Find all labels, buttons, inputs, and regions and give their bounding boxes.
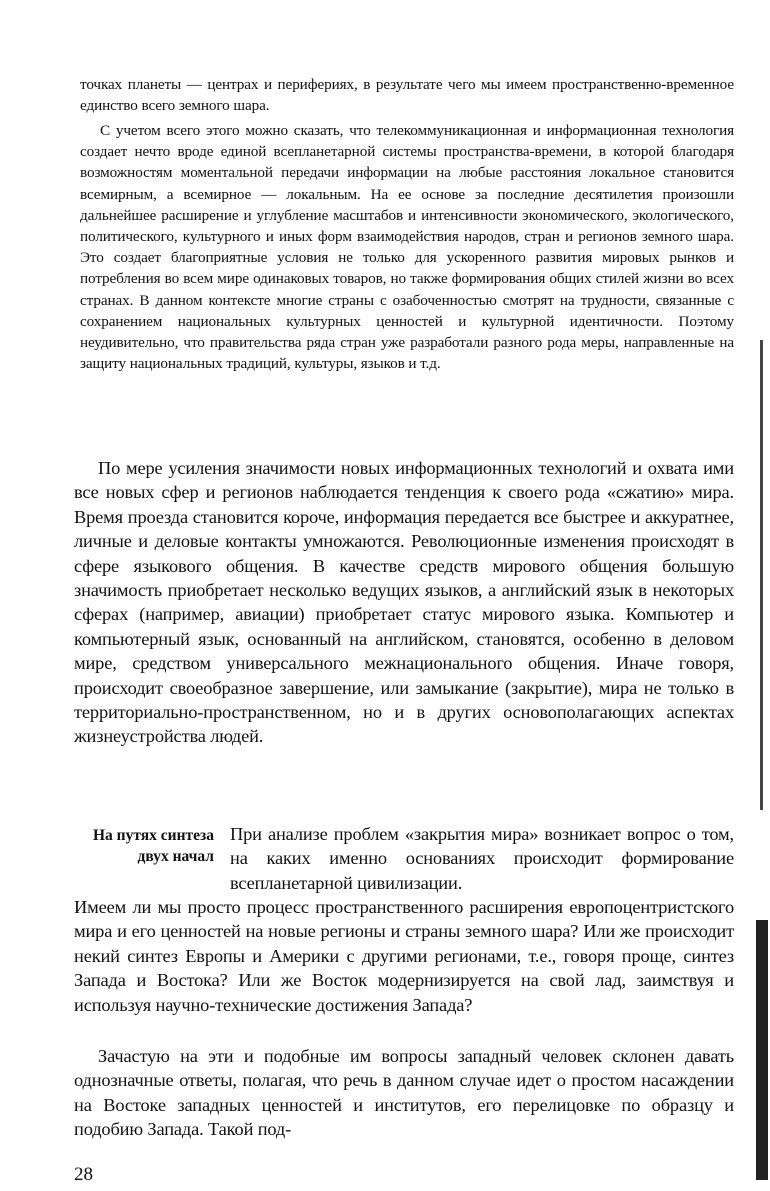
paragraph-synthesis-questions: Имеем ли мы просто процесс пространственного расширения европоцентристского мира и его ценностей на новые регионы и страны земного шара? Или же происходит некий синтез Европы и Америки с другими регионами, т.е., говоря проще, синтез Запада и Востока? Или же Восток модернизируется на свой лад, заимствуя и используя научно-технические достижения Запада? [74, 897, 734, 1015]
paragraph-world-compression: По мере усиления значимости новых информационных технологий и охвата ими все новых сфер и регионов наблюдается тенденция к своего рода «сжатию» мира. Время проезда становится короче, информация передается все быстрее и аккуратнее, личные и деловые контакты умножаются. Революционные изменения происходят в сфере языкового общения. В качестве средств мирового общения большую значимость приобретает несколько ведущих языков, а английский язык в некоторых сферах (например, авиации) приобретает статус мирового языка. Компьютер и компьютерный язык, основанный на английском, становятся, особенно в деловом мире, средством универсального межнационального общения. Иначе говоря, происходит своеобразное завершение, или замыкание (закрытие), мира не только в территориально-пространственном, но и в других основополагающих аспектах жизнеустройства людей. [74, 458, 734, 747]
paragraph-continuation: точках планеты — центрах и перифериях, в результате чего мы имеем пространственно-временное единство всего земного шара. [80, 76, 734, 115]
page-number: 28 [74, 1164, 93, 1185]
section-first-lines: При анализе проблем «закрытия мира» возникает вопрос о том, на каких именно основаниях происходит формирование всепланетарной цивилизации. [230, 824, 734, 893]
scan-edge-shadow [760, 340, 763, 810]
scan-edge-shadow-lower [756, 920, 768, 1180]
paragraph-telecommunication: С учетом всего этого можно сказать, что телекоммуникационная и информационная технология создает нечто вроде единой всепланетарной системы пространства-времени, в которой благодаря возможностям моментальной передачи информации на любые расстояния локальное становится всемирным, а всемирное — локальным. На ее основе за последние десятилетия произошли дальнейшее расширение и углубление масштабов и интенсивности экономического, экологического, политического, культурного и иных форм взаимодействия народов, стран и регионов земного шара. Это создает благоприятные условия не только для ускоренного развития мировых рынков и потребления во всем мире одинаковых товаров, но также формирования общих стилей жизни во всех странах. В данном контексте многие страны с озабоченностью смотрят на трудности, связанные с сохранением национальных культурных ценностей и культурной идентичности. Поэтому неудивительно, что правительства ряда стран уже разработали разного рода меры, направленные на защиту национальных традиций, культуры, языков и т.д. [80, 122, 734, 373]
section-heading: На путях синтеза двух начал [93, 827, 214, 865]
paragraph-western-view: Зачастую на эти и подобные им вопросы западный человек склонен давать однозначные ответы, полагая, что речь в данном случае идет о простом насаждении на Востоке западных ценностей и институтов, его перелицовке по образцу и подобию Запада. Такой под- [74, 1046, 734, 1140]
